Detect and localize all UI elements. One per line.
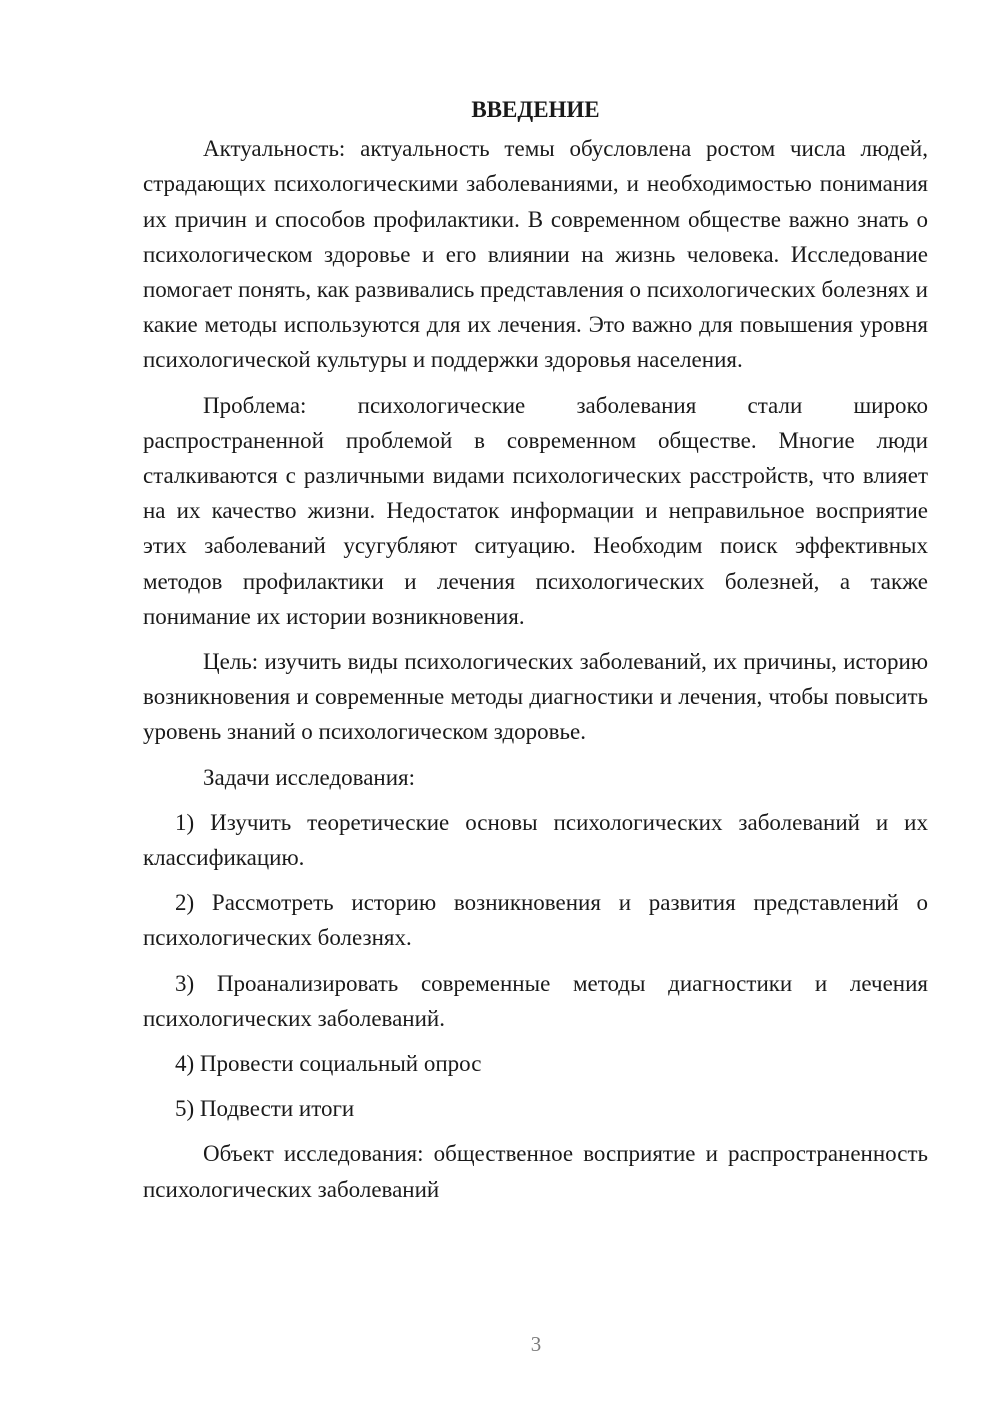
tasks-heading: Задачи исследования: [203, 764, 416, 790]
task-item-2: 2) Рассмотреть историю возникновения и развития представлений о психологических болезнях. [143, 890, 928, 951]
relevance-paragraph: Актуальность: актуальность темы обусловлена ростом числа людей, страдающих психологическими заболеваниями, и необходимостью понимания их причин и способов профилактики. В современном обществе важно знать о психологическом здоровье и его влиянии на жизнь человека. Исследование помогает понять, как развивались представления о психологических болезнях и какие методы используются для их лечения. Это важно для повышения уровня психологической культуры и поддержки здоровья населения. [143, 136, 928, 373]
problem-paragraph: Проблема: психологические заболевания стали широко распространенной проблемой в современном обществе. Многие люди сталкиваются с различными видами психологических расстройств, что влияет на их качество жизни. Недостаток информации и неправильное восприятие этих заболеваний усугубляют ситуацию. Необходим поиск эффективных методов профилактики и лечения психологических болезней, а также понимание их истории возникновения. [143, 392, 928, 629]
task-item-4: 4) Провести социальный опрос [175, 1051, 482, 1077]
object-paragraph: Объект исследования: общественное восприятие и распространенность психологических заболеваний [143, 1141, 928, 1202]
goal-paragraph: Цель: изучить виды психологических заболеваний, их причины, историю возникновения и современные методы диагностики и лечения, чтобы повысить уровень знаний о психологическом здоровье. [143, 649, 928, 745]
task-item-5: 5) Подвести итоги [175, 1096, 355, 1122]
task-item-1: 1) Изучить теоретические основы психологических заболеваний и их классификацию. [143, 809, 928, 871]
page-content [143, 92, 928, 1217]
section-title: ВВЕДЕНИЕ [471, 97, 600, 122]
page-number: 3 [530, 1332, 542, 1356]
task-item-3: 3) Проанализировать современные методы диагностики и лечения психологических заболеваний. [143, 970, 928, 1031]
